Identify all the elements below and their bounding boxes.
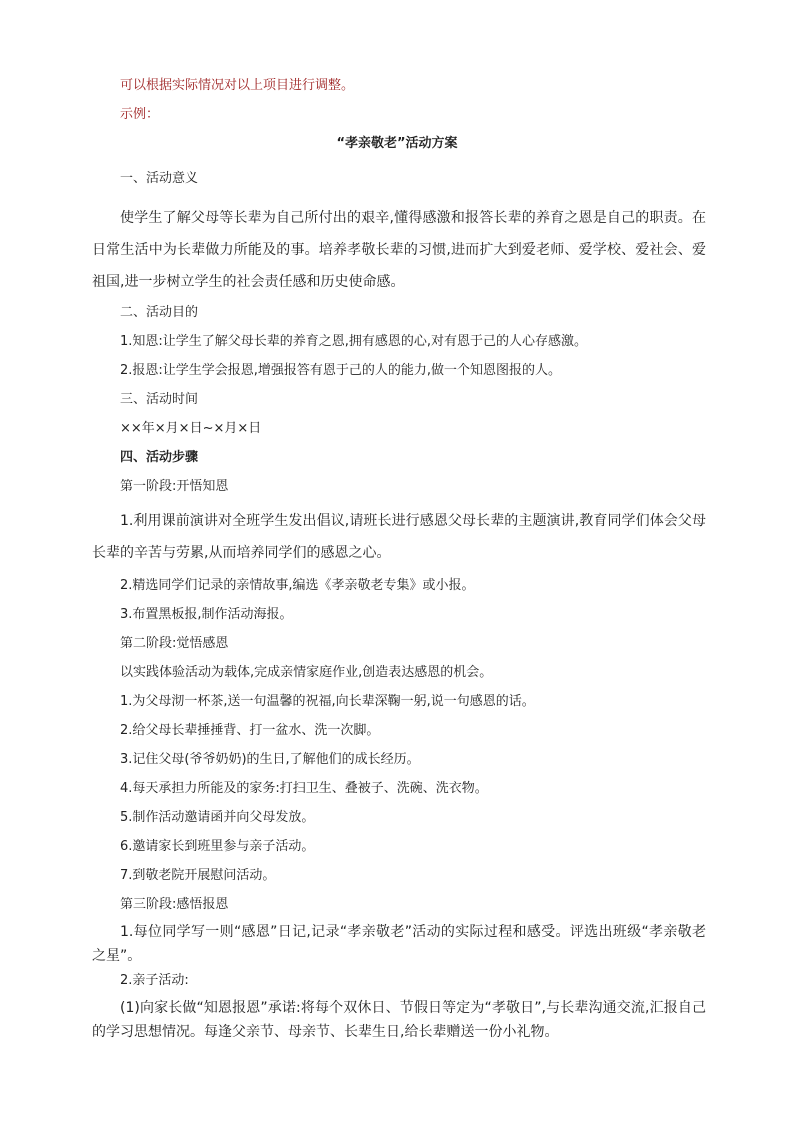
stage-1-item-3: 3.布置黑板报,制作活动海报。 [120, 607, 293, 622]
section-heading-time: 三、活动时间 [120, 392, 199, 407]
stage-2-item-3: 3.记住父母(爷爷奶奶)的生日,了解他们的成长经历。 [120, 752, 420, 767]
stage-2-item-7: 7.到敬老院开展慰问活动。 [120, 868, 276, 883]
section-heading-purpose: 二、活动目的 [120, 305, 199, 320]
adjust-note: 可以根据实际情况对以上项目进行调整。 [120, 78, 355, 93]
document-title: “孝亲敬老”活动方案 [336, 136, 458, 151]
stage-3-item-2: 2.亲子活动: [120, 973, 189, 988]
purpose-item-2: 2.报恩:让学生学会报恩,增强报答有恩于己的人的能力,做一个知恩图报的人。 [120, 363, 562, 378]
stage-2-item-4: 4.每天承担力所能及的家务:打扫卫生、叠被子、洗碗、洗衣物。 [120, 781, 488, 796]
stage-2-item-2: 2.给父母长辈捶捶背、打一盆水、洗一次脚。 [120, 723, 380, 738]
stage-2-item-6: 6.邀请家长到班里参与亲子活动。 [120, 839, 315, 854]
stage-3-heading: 第三阶段:感悟报恩 [120, 897, 229, 912]
stage-3-item-1: 1.每位同学写一则“感恩”日记,记录“孝亲敬老”活动的实际过程和感受。评选出班级“孝亲敬老之星”。 [92, 924, 706, 964]
stage-1-heading: 第一阶段:开悟知恩 [120, 479, 229, 494]
stage-2-heading: 第二阶段:觉悟感恩 [120, 636, 229, 651]
section-heading-steps: 四、活动步骤 [120, 450, 199, 465]
stage-1-item-2: 2.精选同学们记录的亲情故事,编选《孝亲敬老专集》或小报。 [120, 578, 475, 593]
stage-3-item-2-1: (1)向家长做“知恩报恩”承诺:将每个双休日、节假日等定为“孝敬日”,与长辈沟通交流,汇报自己的学习思想情况。每逢父亲节、母亲节、长辈生日,给长辈赠送一份小礼物。 [92, 1000, 706, 1040]
stage-2-intro: 以实践体验活动为载体,完成亲情家庭作业,创造表达感恩的机会。 [120, 665, 493, 680]
stage-1-item-1: 1.利用课前演讲对全班学生发出倡议,请班长进行感恩父母长辈的主题演讲,教育同学们体会父母长辈的辛苦与劳累,从而培养同学们的感恩之心。 [92, 513, 706, 561]
significance-paragraph: 使学生了解父母等长辈为自己所付出的艰辛,懂得感激和报答长辈的养育之恩是自己的职责。在日常生活中为长辈做力所能及的事。培养孝敬长辈的习惯,进而扩大到爱老师、爱学校、爱社会、爱祖国,进一步树立学生的社会责任感和历史使命感。 [92, 210, 706, 290]
example-label: 示例： [120, 107, 160, 122]
purpose-item-1: 1.知恩:让学生了解父母长辈的养育之恩,拥有感恩的心,对有恩于己的人心存感激。 [120, 334, 588, 349]
section-heading-significance: 一、活动意义 [120, 171, 199, 186]
activity-time: ××年×月×日~×月×日 [120, 421, 262, 436]
stage-2-item-1: 1.为父母沏一杯茶,送一句温馨的祝福,向长辈深鞠一躬,说一句感恩的话。 [120, 694, 535, 709]
stage-2-item-5: 5.制作活动邀请函并向父母发放。 [120, 810, 315, 825]
